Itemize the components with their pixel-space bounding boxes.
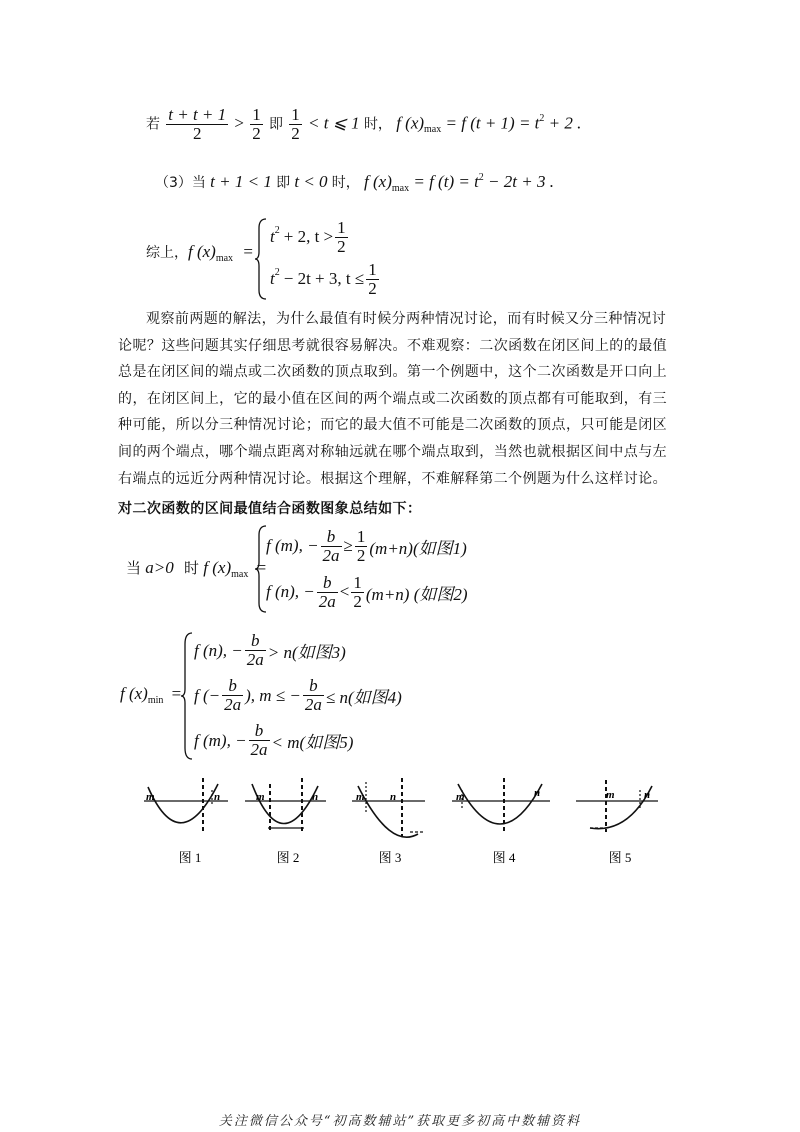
fraction-midpoint: $\frac{t + t + 1}{2}$ bbox=[168, 105, 227, 143]
min-case-3: f (m), − $\frac{b}{2a}$ < m(如图5) bbox=[194, 721, 354, 759]
page-footer: 关注微信公众号“初高数辅站”获取更多初高中数辅资料 bbox=[218, 1114, 582, 1129]
figure-n-label: n bbox=[214, 791, 221, 803]
figure-3 bbox=[352, 778, 425, 865]
figure-m-label: m bbox=[456, 791, 465, 803]
discussion-paragraph: 观察前两题的解法，为什么最值有时候分两种情况讨论，而有时候又分三种情况讨论呢？这些问题其实仔细思考就很容易解决。不难观察：二次函数在闭区间上的的最值总是在闭区间的端点或二次函数的顶点取到。第一个例题中，这个二次函数是开口向上的，在闭区间上，它的最小值在区间的两个端点或二次函数的顶点都有可能取到，有三种可能，所以分三种情况讨论；而它的最大值不可能是二次函数的顶点，只可能是闭区间的两个端点，哪个端点距离对称轴远就在哪个端点取到，当然也就根据区间中点与左右端点的远近分两种情况讨论。根据这个理解，不难解释第二个例题为什么这样讨论。 bbox=[118, 311, 668, 487]
figure-n-label: n bbox=[390, 791, 397, 803]
figure-n-label: n bbox=[312, 791, 319, 803]
case2-equation-line: 若 $\frac{t + t + 1}{2}$ > $\frac{1}{2}$ 即 $\frac{1}{2}$ < t ⩽ 1 时， f $(x)_{max} = f$ $(t + 1) = t^2 + 2$ . bbox=[146, 105, 582, 143]
figure-5 bbox=[576, 780, 658, 865]
figure-1 bbox=[144, 778, 228, 865]
figure-caption: 图 4 bbox=[492, 850, 516, 865]
fraction-half-2: $\frac{1}{2}$ bbox=[291, 105, 300, 143]
figure-m-label: m bbox=[606, 789, 615, 801]
figure-caption: 图 1 bbox=[178, 850, 202, 865]
max-case-2: f (n), − $\frac{b}{2a}$ < $\frac{1}{2}$ (m+n) (如图2) bbox=[266, 572, 468, 611]
left-brace bbox=[180, 632, 194, 760]
summary-case-2: t 2 − 2t + 3, t ≤ $\frac{1}{2}$ bbox=[270, 259, 377, 298]
word-ruo: 若 bbox=[146, 116, 160, 133]
left-brace bbox=[254, 218, 268, 300]
case3-equation-line: （3）当 t + 1 < 1 即 t < 0 时， f $(x)_{max} = f$ $(t) = t^2 - 2t + 3$ . bbox=[155, 172, 554, 194]
fraction-half: $\frac{1}{2}$ bbox=[252, 105, 261, 143]
figure-caption: 图 3 bbox=[378, 850, 402, 865]
summary-case-1: t 2 + 2, t > $\frac{1}{2}$ bbox=[270, 217, 346, 256]
figure-caption: 图 2 bbox=[276, 850, 300, 865]
min-case-2: f (− $\frac{b}{2a}$ ), m ≤ − $\frac{b}{2a}$ ≤ n(如图4) bbox=[194, 676, 402, 714]
section-title: 对二次函数的区间最值结合函数图象总结如下： bbox=[118, 501, 422, 517]
max-case-1: f (m), − $\frac{b}{2a}$ ≥ $\frac{1}{2}$ (m+n)(如图1) bbox=[266, 526, 467, 565]
figure-m-label: m bbox=[146, 791, 155, 803]
figure-n-label: n bbox=[534, 787, 541, 799]
parabola-figures bbox=[140, 770, 670, 870]
figure-n-label: n bbox=[644, 789, 651, 801]
min-case-1: f (n), − $\frac{b}{2a}$ > n(如图3) bbox=[194, 631, 346, 669]
figure-m-label: m bbox=[256, 791, 265, 803]
figure-4 bbox=[452, 778, 550, 865]
figure-caption: 图 5 bbox=[608, 850, 632, 865]
figure-2 bbox=[245, 778, 326, 865]
figure-m-label: m bbox=[356, 791, 365, 803]
